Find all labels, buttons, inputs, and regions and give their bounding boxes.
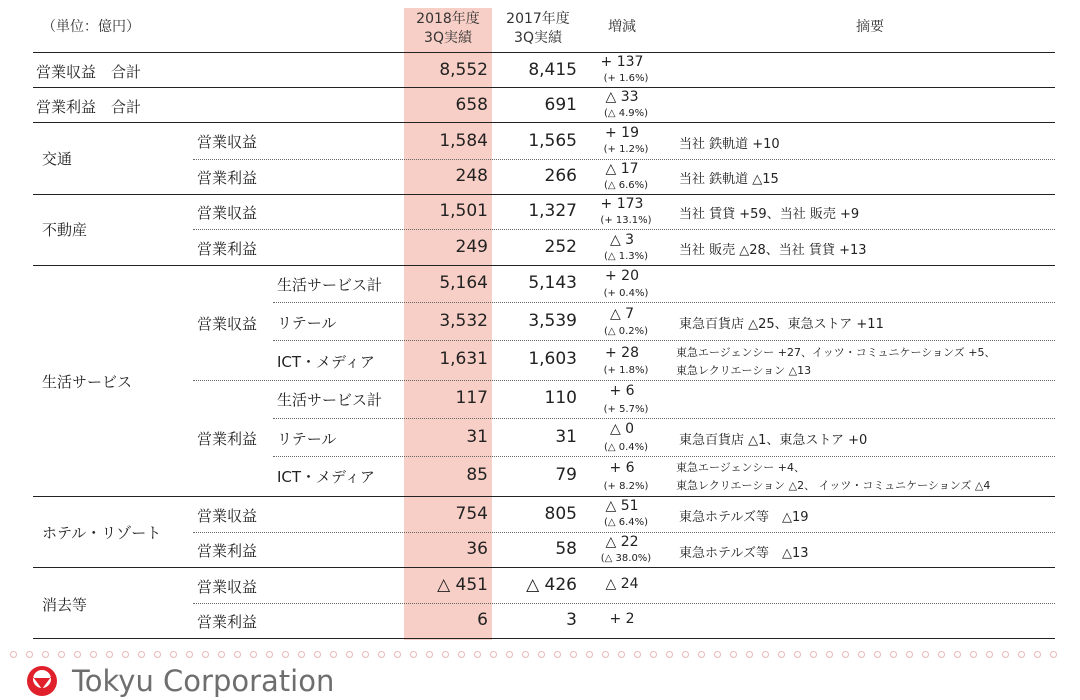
decorative-dot <box>730 651 737 658</box>
transport-op-note: 当社 鉄軌道 △15 <box>679 172 779 187</box>
row-rule-dotted <box>273 302 1055 303</box>
realestate-rev-label: 営業収益 <box>197 204 258 222</box>
company-name: Tokyu Corporation <box>72 664 335 698</box>
elim-rev-diff: △ 24 <box>605 576 639 592</box>
decorative-dot <box>202 651 209 658</box>
row-rule <box>33 194 1055 195</box>
hotel-op-2017: 58 <box>555 539 577 559</box>
total-op-pct: (△ 4.9%) <box>603 108 649 119</box>
decorative-dot <box>266 651 273 658</box>
decorative-dot <box>1034 651 1041 658</box>
decorative-dot <box>906 651 913 658</box>
decorative-dot <box>618 651 625 658</box>
life-rev-ict-2017: 1,603 <box>528 349 577 369</box>
decorative-dot <box>58 651 65 658</box>
transport-rev-note: 当社 鉄軌道 +10 <box>679 137 780 152</box>
life-rev-total-diff: + 20 <box>605 268 639 284</box>
table-bottom-rule <box>33 638 1055 639</box>
segment-realestate: 不動産 <box>42 221 88 239</box>
life-op-retail-2018: 31 <box>466 427 488 447</box>
decorative-dot <box>138 651 145 658</box>
decorative-dot <box>650 651 657 658</box>
hotel-rev-2017: 805 <box>544 504 577 524</box>
hotel-op-pct: (△ 38.0%) <box>600 553 652 564</box>
decorative-dot <box>1018 651 1025 658</box>
row-rule-dotted <box>193 532 1055 533</box>
decorative-dot <box>858 651 865 658</box>
decorative-dot <box>410 651 417 658</box>
life-rev-ict-note-1: 東急エージェンシー +27、イッツ・コミュニケーションズ +5、 <box>676 346 996 359</box>
decorative-dot <box>1050 651 1057 658</box>
life-rev-retail-pct: (△ 0.2%) <box>603 326 649 337</box>
decorative-dot <box>986 651 993 658</box>
hotel-rev-diff: △ 51 <box>605 498 639 514</box>
life-rev-total-2017: 5,143 <box>528 273 577 293</box>
decorative-dot <box>586 651 593 658</box>
footer <box>0 640 1080 700</box>
hotel-rev-2018: 754 <box>455 504 488 524</box>
decorative-dot <box>346 651 353 658</box>
decorative-dot-row <box>10 651 1070 659</box>
decorative-dot <box>1002 651 1009 658</box>
life-op-label: 営業利益 <box>197 430 258 448</box>
total-op-label: 営業利益 合計 <box>36 98 142 116</box>
total-revenue-pct: (+ 1.6%) <box>603 73 649 84</box>
decorative-dot <box>682 651 689 658</box>
elim-rev-2017: △ 426 <box>526 575 577 595</box>
decorative-dot <box>394 651 401 658</box>
col-2018-sub: 3Q実績 <box>424 30 472 46</box>
life-op-retail-label: リテール <box>277 430 337 448</box>
transport-rev-pct: (+ 1.2%) <box>603 144 649 155</box>
row-rule-dotted <box>273 418 1055 419</box>
decorative-dot <box>218 651 225 658</box>
col-summary-title: 摘要 <box>856 19 884 35</box>
row-rule <box>33 567 1055 568</box>
decorative-dot <box>538 651 545 658</box>
transport-op-label: 営業利益 <box>197 169 258 187</box>
elim-op-label: 営業利益 <box>197 613 258 631</box>
decorative-dot <box>826 651 833 658</box>
realestate-op-pct: (△ 1.3%) <box>603 251 649 262</box>
hotel-op-diff: △ 22 <box>605 534 639 550</box>
decorative-dot <box>362 651 369 658</box>
segment-transport: 交通 <box>42 150 73 168</box>
realestate-rev-note: 当社 賃貸 +59、当社 販売 +9 <box>679 207 860 222</box>
row-rule <box>33 122 1055 123</box>
life-op-total-2017: 110 <box>544 388 577 408</box>
total-revenue-diff: + 137 <box>600 54 644 70</box>
realestate-rev-diff: + 173 <box>600 196 644 212</box>
life-op-ict-2017: 79 <box>555 465 577 485</box>
life-rev-retail-2018: 3,532 <box>439 311 488 331</box>
transport-op-diff: △ 17 <box>605 161 639 177</box>
row-rule-dotted <box>273 456 1055 457</box>
life-op-total-pct: (+ 5.7%) <box>603 404 649 415</box>
life-rev-ict-2018: 1,631 <box>439 349 488 369</box>
decorative-dot <box>122 651 129 658</box>
decorative-dot <box>506 651 513 658</box>
decorative-dot <box>714 651 721 658</box>
unit-label: （単位：億円） <box>42 19 140 35</box>
decorative-dot <box>698 651 705 658</box>
row-rule-dotted <box>193 380 1055 381</box>
decorative-dot <box>842 651 849 658</box>
total-op-diff: △ 33 <box>605 89 639 105</box>
life-rev-total-2018: 5,164 <box>439 273 488 293</box>
decorative-dot <box>74 651 81 658</box>
realestate-op-label: 営業利益 <box>197 240 258 258</box>
decorative-dot <box>922 651 929 658</box>
transport-rev-label: 営業収益 <box>197 133 258 151</box>
transport-rev-2017: 1,565 <box>528 131 577 151</box>
decorative-dot <box>602 651 609 658</box>
elim-rev-label: 営業収益 <box>197 578 258 596</box>
col-2017-sub: 3Q実績 <box>514 30 562 46</box>
row-rule <box>33 87 1055 88</box>
row-rule-dotted <box>273 340 1055 341</box>
realestate-rev-2017: 1,327 <box>528 201 577 221</box>
realestate-rev-pct: (+ 13.1%) <box>600 215 652 226</box>
life-rev-total-pct: (+ 0.4%) <box>603 288 649 299</box>
life-op-ict-note-1: 東急エージェンシー +4、 <box>676 461 805 474</box>
life-op-retail-2017: 31 <box>555 427 577 447</box>
decorative-dot <box>10 651 17 658</box>
decorative-dot <box>234 651 241 658</box>
decorative-dot <box>186 651 193 658</box>
total-op-2017: 691 <box>544 95 577 115</box>
row-rule-dotted <box>193 229 1055 230</box>
decorative-dot <box>170 651 177 658</box>
decorative-dot <box>250 651 257 658</box>
hotel-rev-label: 営業収益 <box>197 507 258 525</box>
life-op-total-label: 生活サービス計 <box>277 391 383 409</box>
life-rev-ict-pct: (+ 1.8%) <box>603 365 649 376</box>
transport-rev-diff: + 19 <box>605 125 639 141</box>
decorative-dot <box>458 651 465 658</box>
life-op-ict-label: ICT・メディア <box>277 468 375 486</box>
decorative-dot <box>890 651 897 658</box>
life-rev-retail-diff: △ 7 <box>609 306 635 322</box>
row-rule <box>33 496 1055 497</box>
col-diff-title: 増減 <box>608 19 636 35</box>
hotel-rev-note: 東急ホテルズ等 △19 <box>679 510 809 525</box>
row-rule-dotted <box>193 603 1055 604</box>
life-rev-ict-label: ICT・メディア <box>277 353 375 371</box>
decorative-dot <box>426 651 433 658</box>
life-op-ict-note-2: 東急レクリエーション △2、 イッツ・コミュニケーションズ △4 <box>676 479 991 492</box>
decorative-dot <box>746 651 753 658</box>
life-op-retail-note: 東急百貨店 △1、東急ストア +0 <box>679 433 868 448</box>
total-revenue-label: 営業収益 合計 <box>36 63 142 81</box>
decorative-dot <box>874 651 881 658</box>
decorative-dot <box>474 651 481 658</box>
elim-op-2018: 6 <box>477 610 488 630</box>
total-revenue-2017: 8,415 <box>528 60 577 80</box>
decorative-dot <box>970 651 977 658</box>
decorative-dot <box>298 651 305 658</box>
transport-op-2018: 248 <box>455 166 488 186</box>
decorative-dot <box>490 651 497 658</box>
decorative-dot <box>810 651 817 658</box>
realestate-op-diff: △ 3 <box>609 232 635 248</box>
row-rule <box>33 265 1055 266</box>
decorative-dot <box>106 651 113 658</box>
decorative-dot <box>778 651 785 658</box>
hotel-op-label: 営業利益 <box>197 542 258 560</box>
decorative-dot <box>570 651 577 658</box>
decorative-dot <box>282 651 289 658</box>
elim-op-diff: + 2 <box>609 611 635 627</box>
decorative-dot <box>938 651 945 658</box>
transport-op-2017: 266 <box>544 166 577 186</box>
col-2017-title: 2017年度 <box>506 11 570 27</box>
tokyu-logo-icon <box>25 664 59 698</box>
decorative-dot <box>794 651 801 658</box>
header-rule <box>33 52 1055 53</box>
segment-hotel: ホテル・リゾート <box>42 524 162 542</box>
life-rev-ict-diff: + 28 <box>605 345 639 361</box>
realestate-rev-2018: 1,501 <box>439 201 488 221</box>
decorative-dot <box>330 651 337 658</box>
decorative-dot <box>26 651 33 658</box>
segment-elim: 消去等 <box>42 596 88 614</box>
realestate-op-2017: 252 <box>544 237 577 257</box>
total-op-2018: 658 <box>455 95 488 115</box>
transport-rev-2018: 1,584 <box>439 131 488 151</box>
life-rev-retail-label: リテール <box>277 314 337 332</box>
hotel-op-2018: 36 <box>466 539 488 559</box>
total-revenue-2018: 8,552 <box>439 60 488 80</box>
life-rev-label: 営業収益 <box>197 315 258 333</box>
life-rev-total-label: 生活サービス計 <box>277 276 383 294</box>
row-rule-dotted <box>193 159 1055 160</box>
hotel-rev-pct: (△ 6.4%) <box>603 517 649 528</box>
col-2018-title: 2018年度 <box>416 11 480 27</box>
life-rev-ict-note-2: 東急レクリエーション △13 <box>676 364 812 377</box>
decorative-dot <box>762 651 769 658</box>
decorative-dot <box>554 651 561 658</box>
segment-life: 生活サービス <box>42 373 133 391</box>
realestate-op-2018: 249 <box>455 237 488 257</box>
decorative-dot <box>90 651 97 658</box>
life-op-retail-diff: △ 0 <box>609 421 635 437</box>
decorative-dot <box>442 651 449 658</box>
decorative-dot <box>522 651 529 658</box>
hotel-op-note: 東急ホテルズ等 △13 <box>679 546 809 561</box>
decorative-dot <box>634 651 641 658</box>
elim-rev-2018: △ 451 <box>437 575 488 595</box>
elim-op-2017: 3 <box>566 610 577 630</box>
life-op-ict-2018: 85 <box>466 465 488 485</box>
decorative-dot <box>154 651 161 658</box>
decorative-dot <box>314 651 321 658</box>
decorative-dot <box>666 651 673 658</box>
decorative-dot <box>378 651 385 658</box>
life-rev-retail-note: 東急百貨店 △25、東急ストア +11 <box>679 317 884 332</box>
decorative-dot <box>42 651 49 658</box>
transport-op-pct: (△ 6.6%) <box>603 180 649 191</box>
life-op-ict-pct: (+ 8.2%) <box>603 481 649 492</box>
life-rev-retail-2017: 3,539 <box>528 311 577 331</box>
life-op-ict-diff: + 6 <box>609 460 635 476</box>
life-op-total-2018: 117 <box>455 388 488 408</box>
realestate-op-note: 当社 販売 △28、当社 賃貸 +13 <box>679 243 867 258</box>
life-op-total-diff: + 6 <box>609 383 635 399</box>
life-op-retail-pct: (△ 0.4%) <box>603 442 649 453</box>
decorative-dot <box>954 651 961 658</box>
